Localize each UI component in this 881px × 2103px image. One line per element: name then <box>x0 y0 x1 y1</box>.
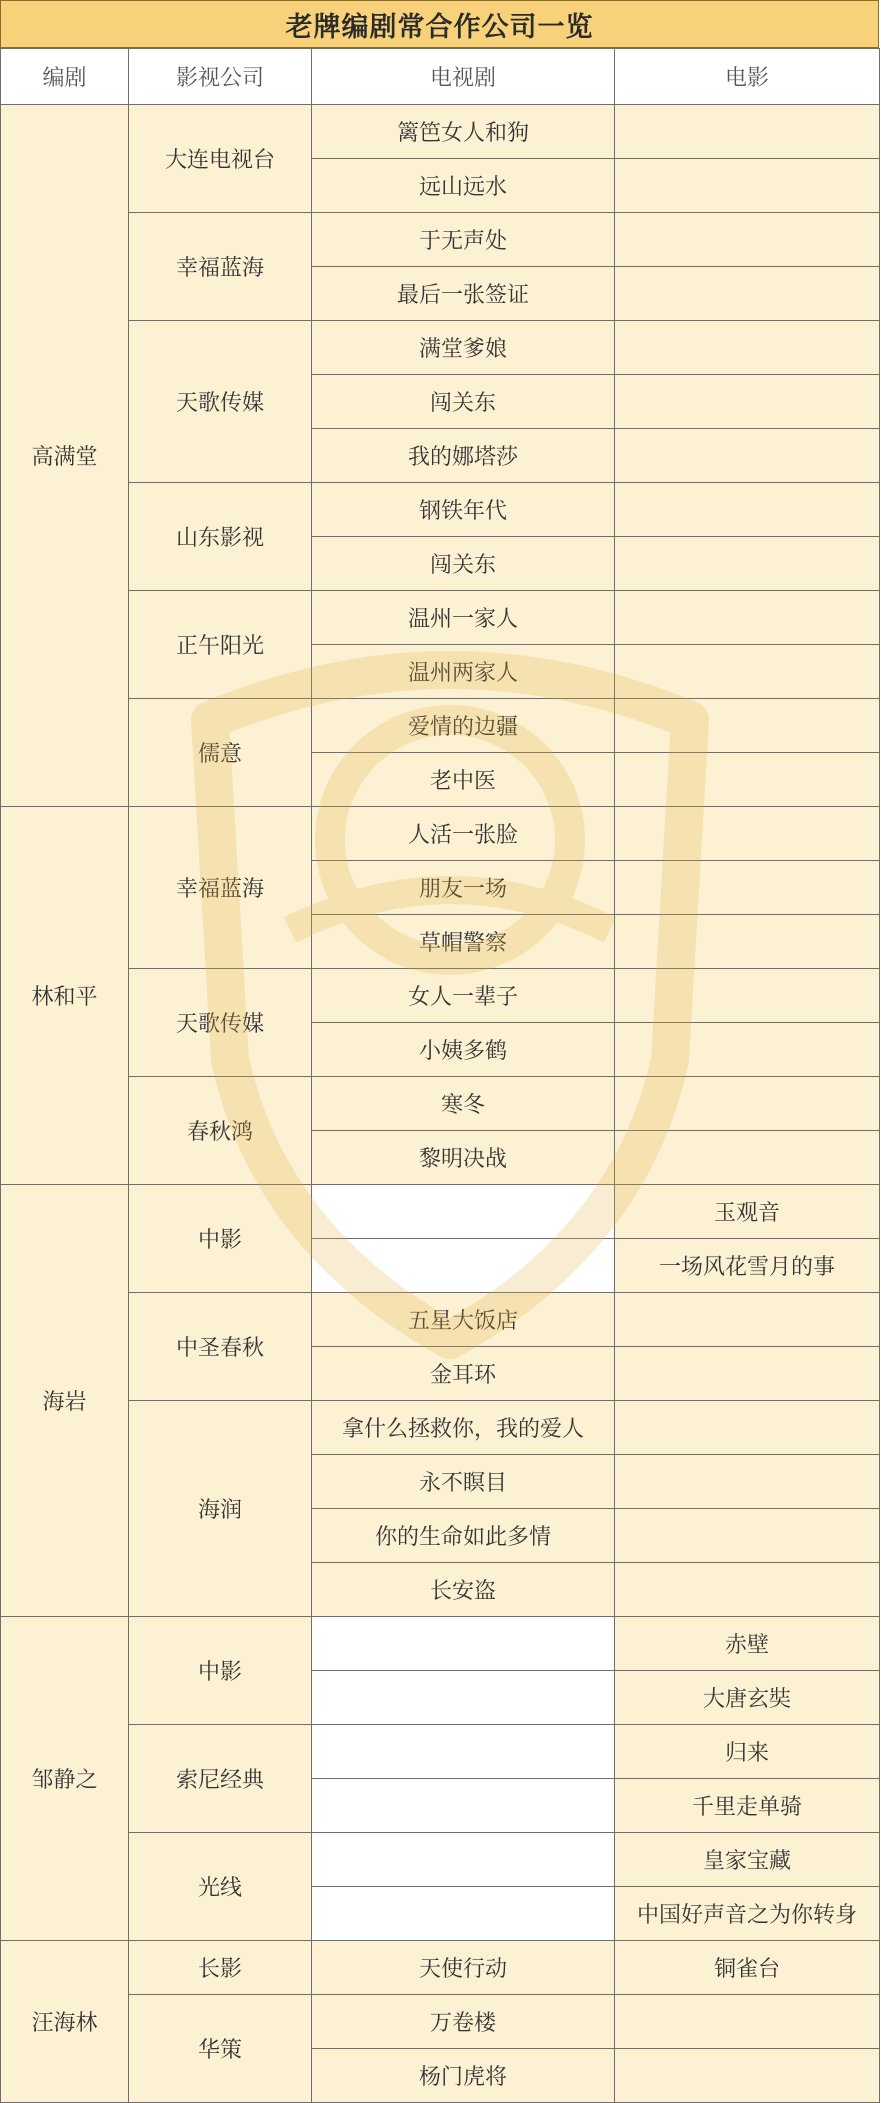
film-cell <box>615 1131 880 1185</box>
film-cell <box>615 159 880 213</box>
company-cell: 春秋鸿 <box>129 1077 312 1185</box>
film-cell <box>615 1293 880 1347</box>
film-cell: 归来 <box>615 1725 880 1779</box>
table-row <box>1 321 880 375</box>
writer-cell: 海岩 <box>1 1185 129 1617</box>
tv-series-cell: 于无声处 <box>312 213 615 267</box>
film-cell: 赤壁 <box>615 1617 880 1671</box>
tv-series-cell <box>312 1833 615 1887</box>
film-cell <box>615 537 880 591</box>
company-cell: 幸福蓝海 <box>129 807 312 969</box>
company-cell: 光线 <box>129 1833 312 1941</box>
header-writer: 编剧 <box>1 49 129 105</box>
table-row <box>1 1833 880 1887</box>
tv-series-cell: 闯关东 <box>312 375 615 429</box>
film-cell <box>615 1995 880 2049</box>
tv-series-cell: 满堂爹娘 <box>312 321 615 375</box>
film-cell <box>615 753 880 807</box>
tv-series-cell <box>312 1671 615 1725</box>
tv-series-cell <box>312 1185 615 1239</box>
tv-series-cell: 金耳环 <box>312 1347 615 1401</box>
tv-series-cell: 万卷楼 <box>312 1995 615 2049</box>
film-cell <box>615 267 880 321</box>
header-tv-series: 电视剧 <box>312 49 615 105</box>
company-cell: 幸福蓝海 <box>129 213 312 321</box>
page-title: 老牌编剧常合作公司一览 <box>0 0 879 48</box>
tv-series-cell <box>312 1779 615 1833</box>
table-row <box>1 105 880 159</box>
table-row <box>1 1401 880 1455</box>
company-cell: 大连电视台 <box>129 105 312 213</box>
writers-company-table <box>0 48 880 2103</box>
film-cell <box>615 591 880 645</box>
film-cell <box>615 429 880 483</box>
film-cell <box>615 1023 880 1077</box>
company-cell: 山东影视 <box>129 483 312 591</box>
tv-series-cell: 五星大饭店 <box>312 1293 615 1347</box>
film-cell <box>615 807 880 861</box>
tv-series-cell: 拿什么拯救你，我的爱人 <box>312 1401 615 1455</box>
writer-cell: 高满堂 <box>1 105 129 807</box>
film-cell <box>615 483 880 537</box>
table-row <box>1 213 880 267</box>
header-company: 影视公司 <box>129 49 312 105</box>
company-cell: 长影 <box>129 1941 312 1995</box>
film-cell <box>615 1509 880 1563</box>
film-cell <box>615 321 880 375</box>
table-row <box>1 1941 880 1995</box>
tv-series-cell: 草帽警察 <box>312 915 615 969</box>
tv-series-cell: 爱情的边疆 <box>312 699 615 753</box>
film-cell <box>615 1455 880 1509</box>
company-cell: 索尼经典 <box>129 1725 312 1833</box>
tv-series-cell: 温州一家人 <box>312 591 615 645</box>
table-row <box>1 969 880 1023</box>
company-cell: 天歌传媒 <box>129 321 312 483</box>
film-cell <box>615 2049 880 2103</box>
company-cell: 海润 <box>129 1401 312 1617</box>
tv-series-cell: 人活一张脸 <box>312 807 615 861</box>
film-cell: 中国好声音之为你转身 <box>615 1887 880 1941</box>
writer-cell: 汪海林 <box>1 1941 129 2103</box>
tv-series-cell: 杨门虎将 <box>312 2049 615 2103</box>
tv-series-cell: 女人一辈子 <box>312 969 615 1023</box>
film-cell: 皇家宝藏 <box>615 1833 880 1887</box>
company-cell: 中影 <box>129 1185 312 1293</box>
tv-series-cell: 钢铁年代 <box>312 483 615 537</box>
table-row <box>1 1185 880 1239</box>
film-cell <box>615 1077 880 1131</box>
table-row <box>1 591 880 645</box>
company-cell: 中圣春秋 <box>129 1293 312 1401</box>
tv-series-cell: 我的娜塔莎 <box>312 429 615 483</box>
tv-series-cell <box>312 1887 615 1941</box>
tv-series-cell: 篱笆女人和狗 <box>312 105 615 159</box>
tv-series-cell: 朋友一场 <box>312 861 615 915</box>
table-row <box>1 483 880 537</box>
film-cell <box>615 969 880 1023</box>
tv-series-cell: 你的生命如此多情 <box>312 1509 615 1563</box>
table-row <box>1 1293 880 1347</box>
tv-series-cell: 闯关东 <box>312 537 615 591</box>
tv-series-cell: 长安盗 <box>312 1563 615 1617</box>
film-cell: 大唐玄奘 <box>615 1671 880 1725</box>
tv-series-cell: 温州两家人 <box>312 645 615 699</box>
film-cell <box>615 861 880 915</box>
film-cell <box>615 1401 880 1455</box>
company-cell: 天歌传媒 <box>129 969 312 1077</box>
table-row <box>1 1725 880 1779</box>
film-cell <box>615 645 880 699</box>
tv-series-cell: 天使行动 <box>312 1941 615 1995</box>
table-row <box>1 699 880 753</box>
film-cell <box>615 1347 880 1401</box>
writer-cell: 邹静之 <box>1 1617 129 1941</box>
film-cell: 千里走单骑 <box>615 1779 880 1833</box>
table-row <box>1 1617 880 1671</box>
film-cell <box>615 915 880 969</box>
tv-series-cell: 永不瞑目 <box>312 1455 615 1509</box>
film-cell: 铜雀台 <box>615 1941 880 1995</box>
tv-series-cell <box>312 1239 615 1293</box>
table-row <box>1 1995 880 2049</box>
company-cell: 正午阳光 <box>129 591 312 699</box>
table-row <box>1 807 880 861</box>
tv-series-cell <box>312 1617 615 1671</box>
tv-series-cell <box>312 1725 615 1779</box>
tv-series-cell: 远山远水 <box>312 159 615 213</box>
company-cell: 华策 <box>129 1995 312 2103</box>
tv-series-cell: 寒冬 <box>312 1077 615 1131</box>
table-row <box>1 1077 880 1131</box>
film-cell: 玉观音 <box>615 1185 880 1239</box>
company-cell: 儒意 <box>129 699 312 807</box>
table-header-row <box>1 49 880 105</box>
film-cell <box>615 213 880 267</box>
header-film: 电影 <box>615 49 880 105</box>
film-cell <box>615 375 880 429</box>
film-cell <box>615 699 880 753</box>
tv-series-cell: 黎明决战 <box>312 1131 615 1185</box>
film-cell: 一场风花雪月的事 <box>615 1239 880 1293</box>
film-cell <box>615 1563 880 1617</box>
film-cell <box>615 105 880 159</box>
company-cell: 中影 <box>129 1617 312 1725</box>
writer-cell: 林和平 <box>1 807 129 1185</box>
tv-series-cell: 最后一张签证 <box>312 267 615 321</box>
tv-series-cell: 小姨多鹤 <box>312 1023 615 1077</box>
tv-series-cell: 老中医 <box>312 753 615 807</box>
